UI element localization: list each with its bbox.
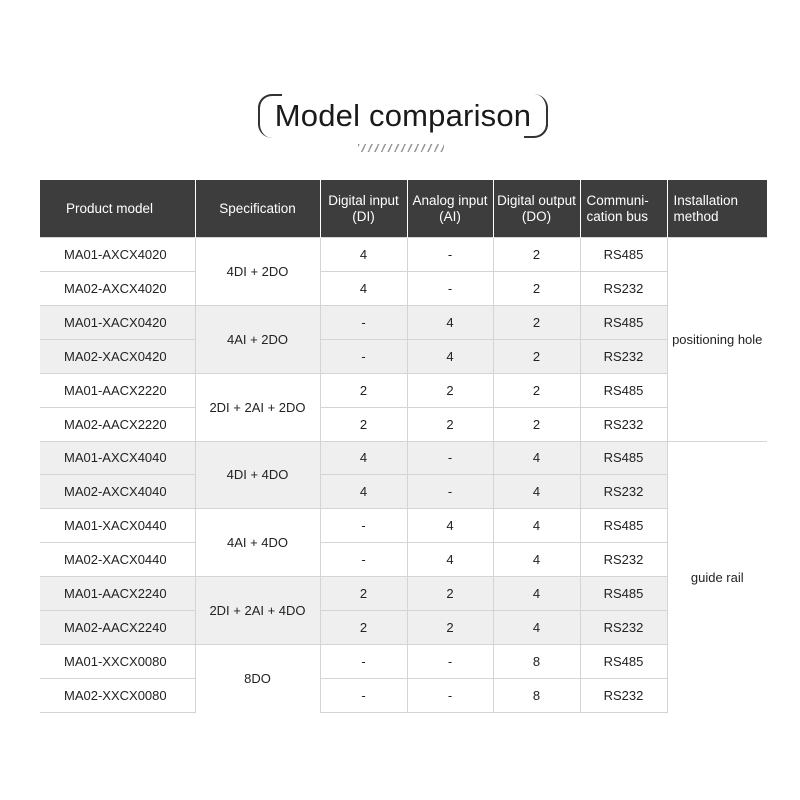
cell-installation-method: positioning hole [667,238,767,442]
table-row [40,407,767,441]
cell-installation-method: guide rail [667,441,767,712]
cell-communication-bus: RS232 [580,407,667,441]
page-title: Model comparison [274,98,532,133]
cell-analog-input: 4 [407,543,493,577]
cell-analog-input: 4 [407,339,493,373]
cell-product-model: MA02-XACX0440 [40,543,195,577]
cell-digital-output: 2 [493,238,580,272]
cell-product-model: MA01-AACX2240 [40,577,195,611]
cell-product-model: MA01-XACX0420 [40,305,195,339]
cell-analog-input: 4 [407,305,493,339]
cell-analog-input: - [407,238,493,272]
cell-product-model: MA02-AACX2220 [40,407,195,441]
cell-product-model: MA01-AXCX4040 [40,441,195,475]
cell-product-model: MA02-XXCX0080 [40,678,195,712]
cell-analog-input: 2 [407,611,493,645]
table-row [40,339,767,373]
cell-analog-input: - [407,678,493,712]
cell-analog-input: - [407,271,493,305]
table-header-row [40,180,767,238]
table-row [40,543,767,577]
table-row [40,373,767,407]
table-row [40,271,767,305]
header-specification: Specification [195,180,320,238]
cell-digital-input: - [320,509,407,543]
cell-product-model: MA01-XXCX0080 [40,645,195,679]
cell-product-model: MA01-AACX2220 [40,373,195,407]
table-row [40,475,767,509]
header-digital-output: Digital output (DO) [493,180,580,238]
cell-specification: 4DI + 4DO [195,441,320,509]
table-row [40,509,767,543]
cell-digital-output: 4 [493,611,580,645]
cell-specification: 4DI + 2DO [195,238,320,306]
cell-analog-input: - [407,441,493,475]
cell-analog-input: 4 [407,509,493,543]
cell-communication-bus: RS485 [580,238,667,272]
cell-digital-input: 2 [320,407,407,441]
cell-digital-input: 4 [320,238,407,272]
cell-digital-output: 4 [493,441,580,475]
cell-digital-output: 2 [493,339,580,373]
cell-digital-output: 4 [493,577,580,611]
cell-communication-bus: RS485 [580,373,667,407]
cell-product-model: MA01-AXCX4020 [40,238,195,272]
cell-digital-input: - [320,543,407,577]
cell-digital-input: - [320,678,407,712]
table-row [40,645,767,679]
cell-digital-input: 4 [320,271,407,305]
cell-specification: 2DI + 2AI + 2DO [195,373,320,441]
cell-communication-bus: RS232 [580,611,667,645]
cell-specification: 4AI + 2DO [195,305,320,373]
header-digital-input: Digital input (DI) [320,180,407,238]
cell-digital-output: 2 [493,305,580,339]
cell-communication-bus: RS232 [580,475,667,509]
table-row [40,577,767,611]
cell-analog-input: 2 [407,577,493,611]
table-row [40,678,767,712]
cell-digital-input: 4 [320,441,407,475]
cell-product-model: MA02-AXCX4020 [40,271,195,305]
header-installation-method: Installation method [667,180,767,238]
title-box [258,94,548,138]
cell-product-model: MA02-AXCX4040 [40,475,195,509]
cell-digital-output: 8 [493,678,580,712]
table-row [40,238,767,272]
cell-digital-output: 2 [493,373,580,407]
cell-communication-bus: RS232 [580,271,667,305]
cell-communication-bus: RS485 [580,441,667,475]
cell-communication-bus: RS232 [580,678,667,712]
cell-digital-input: 2 [320,373,407,407]
cell-digital-output: 2 [493,407,580,441]
cell-digital-input: - [320,305,407,339]
cell-product-model: MA02-XACX0420 [40,339,195,373]
cell-product-model: MA01-XACX0440 [40,509,195,543]
cell-digital-input: - [320,645,407,679]
cell-communication-bus: RS232 [580,339,667,373]
table-row [40,611,767,645]
cell-analog-input: - [407,475,493,509]
cell-communication-bus: RS485 [580,645,667,679]
table-row [40,305,767,339]
cell-communication-bus: RS485 [580,577,667,611]
cell-digital-output: 4 [493,543,580,577]
cell-communication-bus: RS485 [580,509,667,543]
header-analog-input: Analog input (AI) [407,180,493,238]
cell-digital-output: 4 [493,475,580,509]
cell-digital-input: - [320,339,407,373]
header-communication-bus: Communi- cation bus [580,180,667,238]
cell-digital-input: 4 [320,475,407,509]
cell-digital-output: 2 [493,271,580,305]
cell-digital-input: 2 [320,611,407,645]
model-comparison-table [40,180,767,713]
header-product-model: Product model [40,180,195,238]
cell-digital-input: 2 [320,577,407,611]
cell-specification: 2DI + 2AI + 4DO [195,577,320,645]
table-body [40,238,767,713]
cell-communication-bus: RS232 [580,543,667,577]
cell-analog-input: 2 [407,373,493,407]
cell-specification: 8DO [195,645,320,713]
decorative-hatch [358,144,444,152]
cell-analog-input: - [407,645,493,679]
cell-communication-bus: RS485 [580,305,667,339]
cell-product-model: MA02-AACX2240 [40,611,195,645]
cell-specification: 4AI + 4DO [195,509,320,577]
cell-digital-output: 4 [493,509,580,543]
cell-analog-input: 2 [407,407,493,441]
table-row [40,441,767,475]
cell-digital-output: 8 [493,645,580,679]
